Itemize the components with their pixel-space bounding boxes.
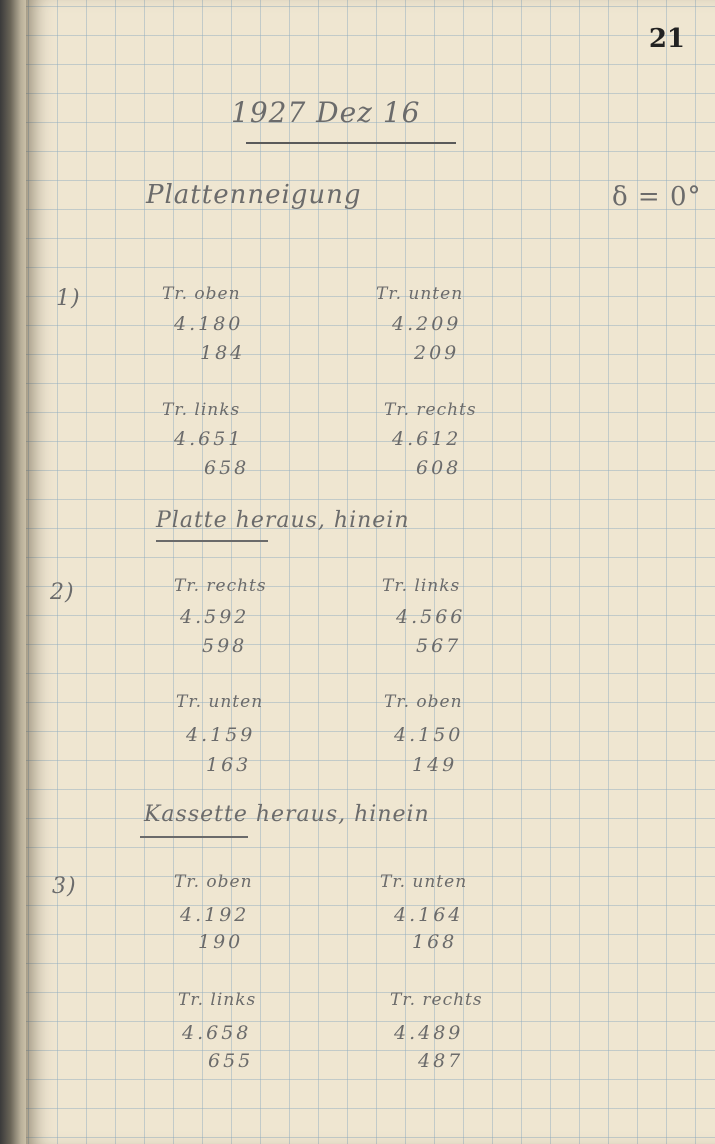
reading-label: Tr. unten	[376, 284, 464, 304]
reading-value: 190	[198, 931, 244, 953]
section-title: Plattenneigung	[146, 180, 362, 210]
reading-value: 4.180	[174, 313, 244, 335]
reading-value: 184	[200, 342, 246, 364]
reading-value: 4.209	[392, 313, 462, 335]
reading-value: 4.489	[394, 1022, 464, 1044]
declination-note: δ = 0°	[612, 182, 702, 212]
reading-value: 163	[206, 754, 252, 776]
reading-value: 149	[412, 754, 458, 776]
reading-label: Tr. links	[178, 990, 257, 1010]
entry-date: 1927 Dez 16	[231, 96, 421, 129]
section-heading: Platte heraus, hinein	[156, 508, 410, 533]
reading-label: Tr. unten	[380, 872, 468, 892]
section-heading: Kassette heraus, hinein	[144, 802, 430, 827]
reading-value: 655	[208, 1050, 254, 1072]
reading-value: 4.150	[394, 724, 464, 746]
reading-label: Tr. rechts	[390, 990, 483, 1010]
reading-value: 4.658	[182, 1022, 252, 1044]
heading-underline	[140, 836, 248, 838]
page-number: 21	[648, 24, 685, 54]
reading-value: 567	[416, 635, 462, 657]
reading-label: Tr. links	[382, 576, 461, 596]
reading-value: 598	[202, 635, 248, 657]
reading-value: 4.192	[180, 904, 250, 926]
reading-value: 4.164	[394, 904, 464, 926]
reading-label: Tr. rechts	[384, 400, 477, 420]
measurement-number: 2)	[50, 580, 75, 605]
reading-label: Tr. rechts	[174, 576, 267, 596]
reading-value: 658	[204, 457, 250, 479]
reading-label: Tr. oben	[384, 692, 463, 712]
measurement-number: 3)	[52, 874, 77, 899]
reading-value: 4.612	[392, 428, 462, 450]
reading-value: 168	[412, 931, 458, 953]
reading-value: 487	[418, 1050, 464, 1072]
reading-label: Tr. oben	[174, 872, 253, 892]
reading-value: 4.592	[180, 606, 250, 628]
notebook-page	[26, 0, 715, 1144]
reading-value: 4.159	[186, 724, 256, 746]
reading-value: 4.651	[174, 428, 244, 450]
date-underline	[246, 142, 456, 144]
reading-value: 4.566	[396, 606, 466, 628]
reading-label: Tr. links	[162, 400, 241, 420]
heading-underline	[156, 540, 268, 542]
reading-label: Tr. unten	[176, 692, 264, 712]
reading-value: 209	[414, 342, 460, 364]
reading-label: Tr. oben	[162, 284, 241, 304]
reading-value: 608	[416, 457, 462, 479]
measurement-number: 1)	[56, 286, 81, 311]
